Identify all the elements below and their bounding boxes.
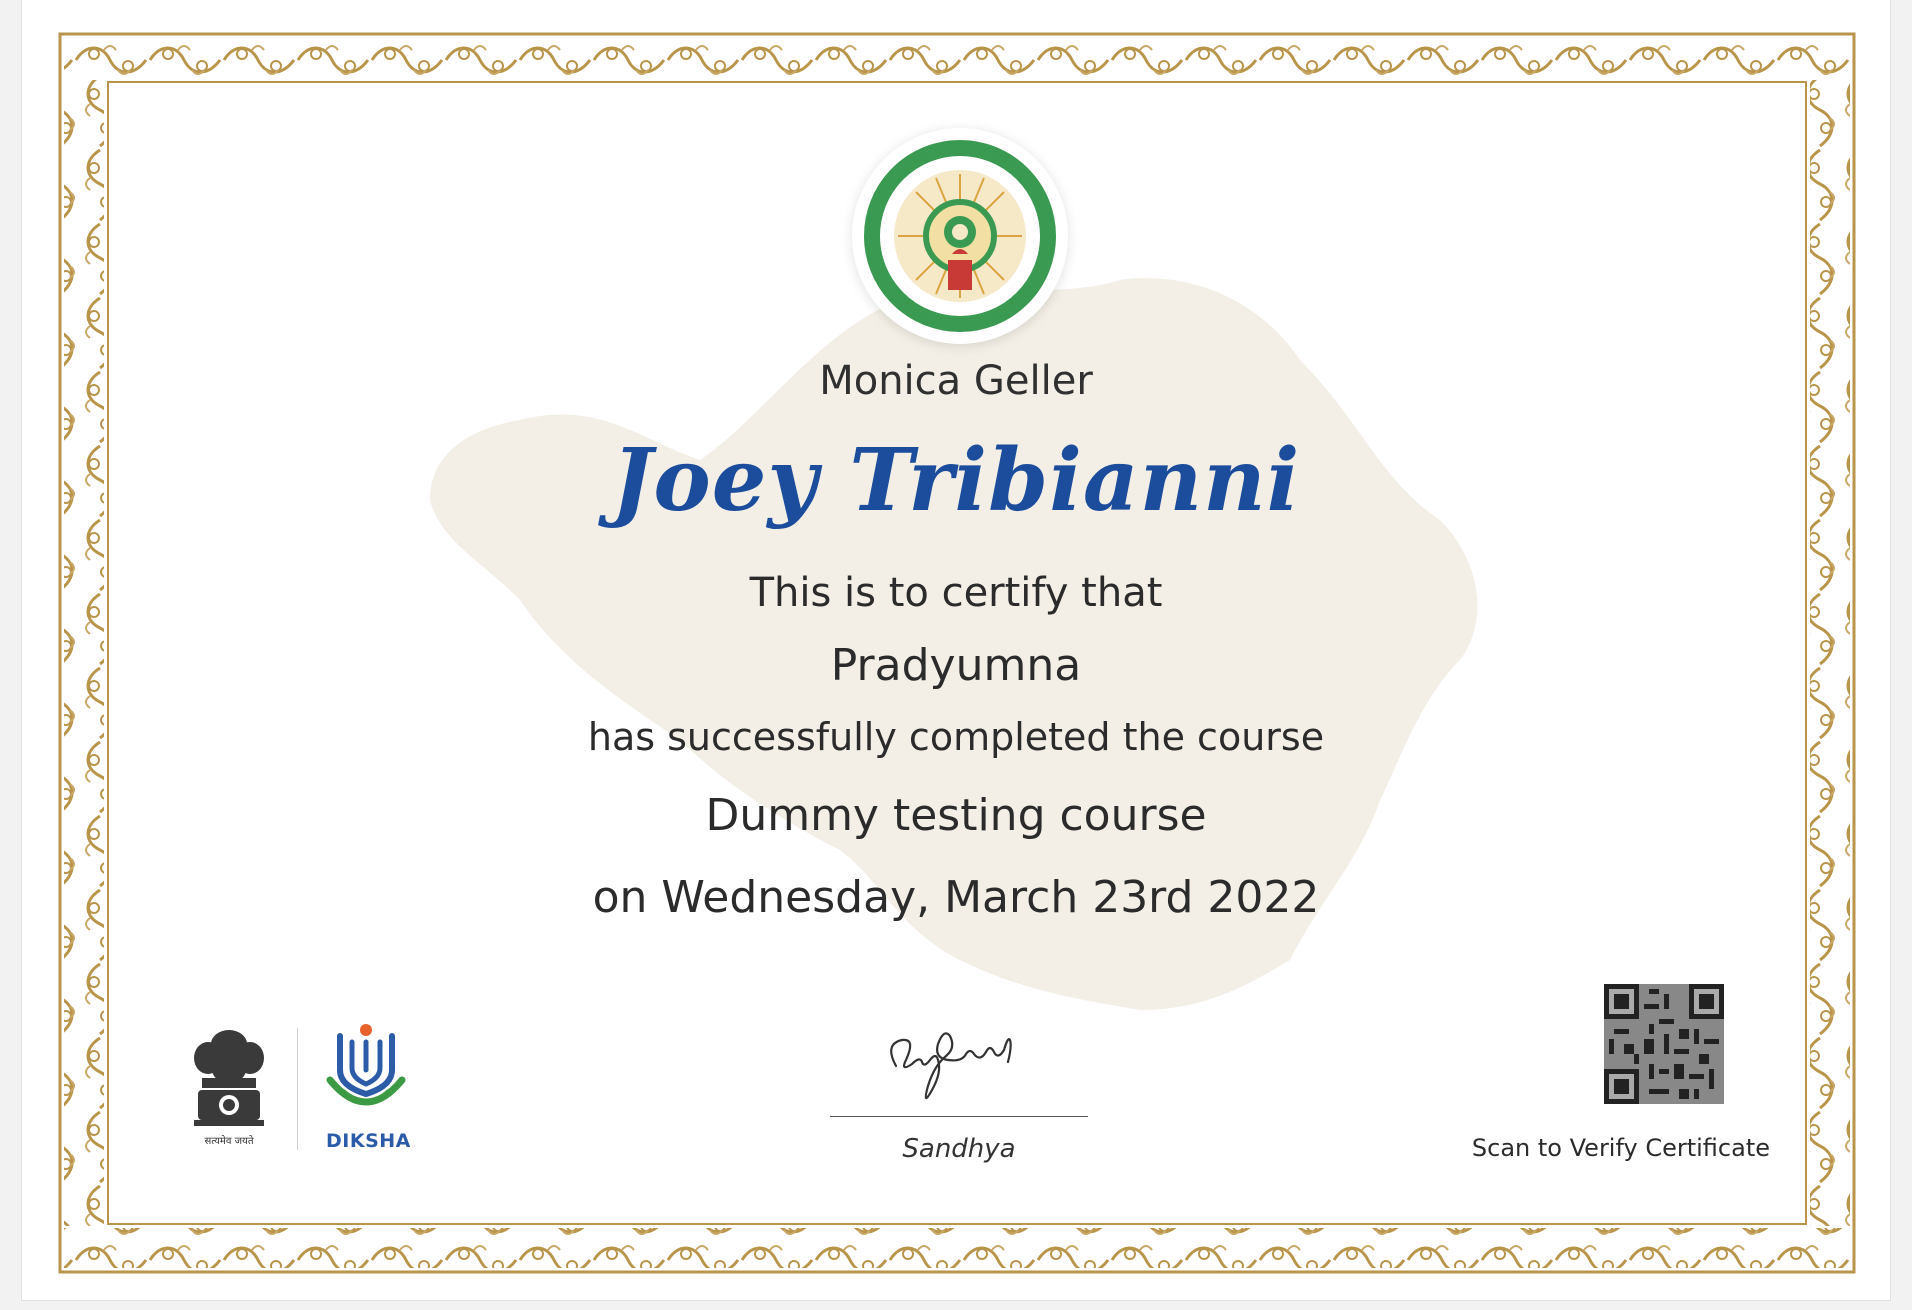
logo-divider [297, 1028, 298, 1150]
course-name: Dummy testing course [705, 790, 1207, 841]
completion-date: on Wednesday, March 23rd 2022 [592, 872, 1320, 923]
certificate-title-name: Joey Tribianni [611, 430, 1301, 531]
signature-line [830, 1116, 1088, 1117]
certify-text: This is to certify that [749, 570, 1163, 616]
signature-icon [880, 1018, 1040, 1110]
svg-text:सत्यमेव जयते: सत्यमेव जयते [204, 1136, 254, 1147]
government-seal [852, 128, 1068, 344]
signatory-name: Sandhya [902, 1134, 1016, 1164]
diksha-label: DIKSHA [326, 1130, 411, 1152]
issuer-name: Monica Geller [819, 358, 1093, 404]
scan-to-verify-label: Scan to Verify Certificate [1471, 1134, 1770, 1162]
student-name: Pradyumna [830, 640, 1082, 691]
andhra-pradesh-seal-icon [852, 128, 1068, 344]
completion-text: has successfully completed the course [587, 715, 1325, 759]
ashoka-emblem-icon [184, 1022, 274, 1152]
qr-code-icon[interactable] [1604, 984, 1724, 1104]
diksha-logo-icon [326, 1022, 406, 1122]
